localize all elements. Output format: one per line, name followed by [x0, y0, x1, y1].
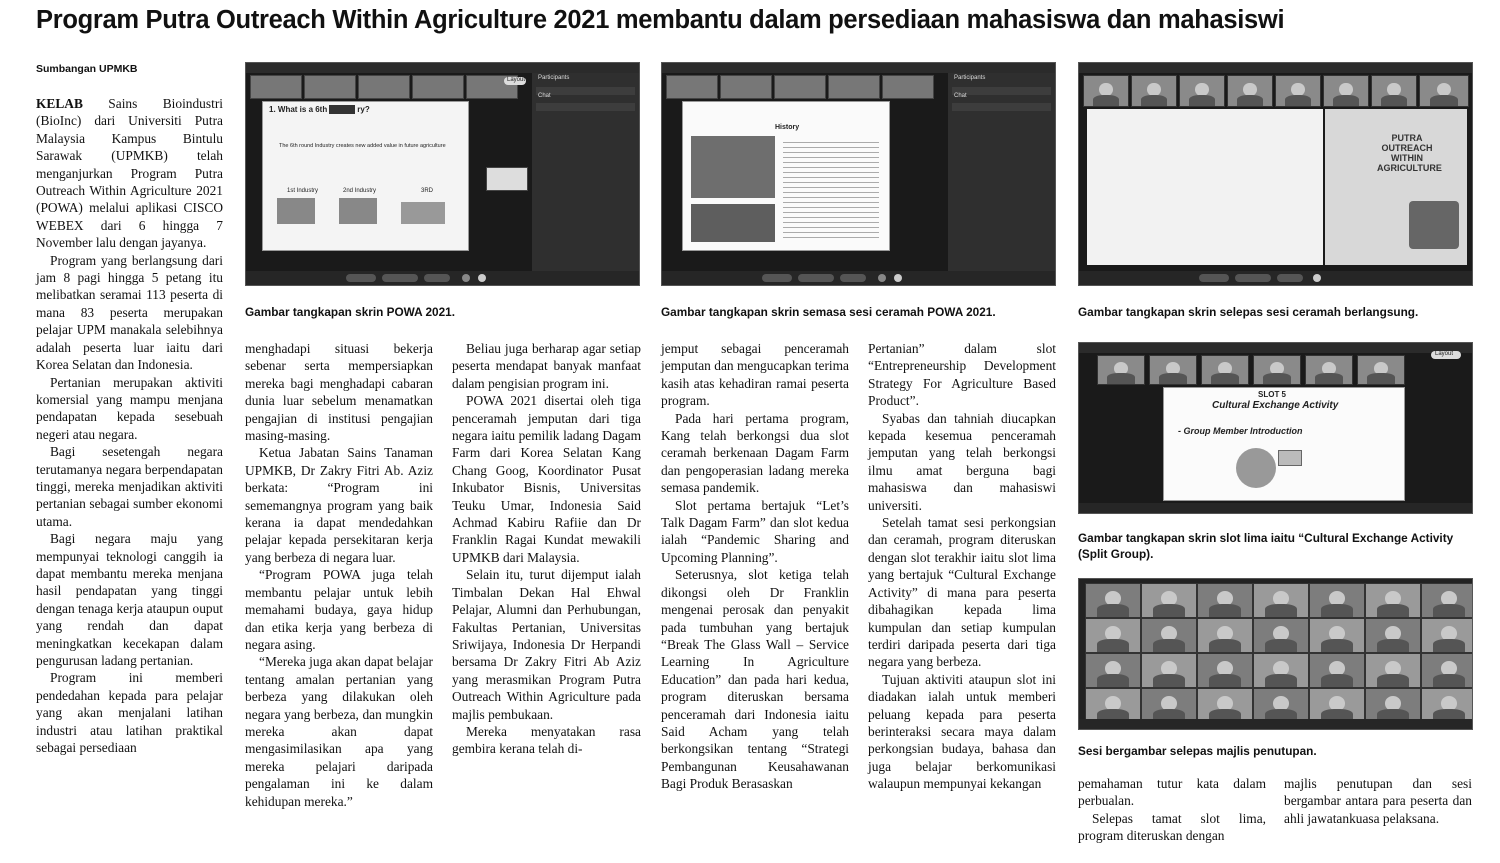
- window-titlebar: [662, 63, 1055, 73]
- speaker-video: [1409, 201, 1459, 249]
- screenshot-cultural-exchange: [1078, 342, 1473, 514]
- paragraph: Mereka menyatakan rasa gembira kerana telah di-: [452, 723, 641, 757]
- participants-header[interactable]: Participants: [954, 75, 986, 81]
- paragraph: Bagi negara maju yang mempunyai teknologi canggih ia dapat membantu mereka menjana hasil pendapatan yang tinggi dengan tenaga kerja ataupun ouput yang rendah dan dapat meningkatkan kecekapan dalam pengurusan ladang pertanian.: [36, 531, 223, 668]
- video-tile: [1421, 583, 1473, 618]
- video-tile: [1253, 583, 1309, 618]
- slot-label: SLOT 5: [1258, 390, 1287, 399]
- video-tile: [1085, 653, 1141, 688]
- article-column-2: [245, 340, 433, 810]
- video-thumbnail: [666, 75, 718, 99]
- paragraph: Program ini memberi pendedahan kepada para pelajar yang akan menjalani latihan industri atau latihan praktikal sebagai persediaan: [36, 670, 223, 756]
- slide-photo: [339, 198, 377, 224]
- paragraph: majlis penutupan dan sesi bergambar antara para peserta dan ahli jawatankuasa pelaksana.: [1284, 776, 1472, 826]
- video-thumbnail: [774, 75, 826, 99]
- paragraph: Slot pertama bertajuk “Let’s Talk Dagam Farm” dan slot kedua ialah “Pandemic Sharing and Upcoming Planning”.: [661, 497, 849, 565]
- video-thumbnail: [882, 75, 934, 99]
- paragraph: “Program POWA juga telah membantu pelajar untuk lebih memahami budaya, gaya hidup dan etika kerja yang berbeza di negara asing.: [245, 567, 433, 652]
- slide-title: 1. What is a 6th ry?: [269, 105, 370, 114]
- video-tile: [1085, 583, 1141, 618]
- headline: Program Putra Outreach Within Agriculture 2021 membantu dalam persediaan mahasiswa dan mahasiswi: [36, 6, 1285, 34]
- slide-photo: [691, 204, 775, 242]
- video-tile: [1131, 75, 1177, 107]
- video-thumbnail: [250, 75, 302, 99]
- presentation-slide: [1163, 387, 1405, 501]
- video-tile: [1197, 583, 1253, 618]
- video-tile: [1141, 688, 1197, 723]
- chat-header[interactable]: Chat: [954, 93, 967, 99]
- video-tile: [1197, 653, 1253, 688]
- paragraph: Selepas tamat slot lima, program diteruskan dengan: [1078, 810, 1266, 844]
- video-thumbnail: [720, 75, 772, 99]
- video-tile: [1197, 618, 1253, 653]
- video-tile: [1179, 75, 1225, 107]
- paragraph: Beliau juga berharap agar setiap peserta mendapat banyak manfaat dalam pengisian program ini.: [452, 341, 641, 391]
- video-tile: [1275, 75, 1321, 107]
- slide-title: History: [775, 124, 800, 131]
- video-thumbnail: [828, 75, 880, 99]
- article-column-6: [1078, 775, 1266, 845]
- paragraph: KELAB Sains Bioindustri (BioInc) dari Universiti Putra Malaysia Kampus Bintulu Sarawak (UPMKB) telah menganjurkan Program Putra Outreach Within Agriculture 2021 (POWA) melalui aplikasi CISCO WEBEX dari 6 hingga 7 November lalu dengan jayanya.: [36, 96, 223, 251]
- paragraph: jemput sebagai penceramah jemputan dan mengucapkan terima kasih atas kehadiran ramai peserta program.: [661, 341, 849, 409]
- slide-photo: [401, 202, 445, 224]
- lead-word: KELAB: [36, 96, 83, 111]
- video-tile: [1365, 688, 1421, 723]
- window-titlebar: [1079, 63, 1472, 73]
- video-tile: [1197, 688, 1253, 723]
- slide-text-block: [783, 138, 879, 242]
- article-column-4: [661, 340, 849, 793]
- video-tile: [1253, 653, 1309, 688]
- slide-label: 1st Industry: [287, 188, 319, 194]
- paragraph: Pertanian merupakan aktiviti komersial yang mampu menjana pendapatan kepada sesebuah negeri atau negara.: [36, 374, 223, 442]
- video-tile: [1253, 355, 1301, 385]
- meeting-controls: [1079, 271, 1472, 285]
- event-poster: [1325, 109, 1467, 265]
- caption-3: Gambar tangkapan skrin selepas sesi ceramah berlangsung.: [1078, 305, 1419, 319]
- video-thumbnail: [412, 75, 464, 99]
- share-button[interactable]: [424, 274, 450, 282]
- video-tile: [1309, 653, 1365, 688]
- presentation-slide: [682, 101, 890, 251]
- video-tile: [1421, 653, 1473, 688]
- video-tile: [1201, 355, 1249, 385]
- video-tile: [1421, 618, 1473, 653]
- caption-4: Gambar tangkapan skrin slot lima iaitu “Cultural Exchange Activity (Split Group).: [1078, 531, 1454, 561]
- caption-5: Sesi bergambar selepas majlis penutupan.: [1078, 744, 1317, 758]
- right-panel: [948, 73, 1055, 271]
- meeting-controls: [1079, 719, 1472, 729]
- byline: Sumbangan UPMKB: [36, 63, 138, 75]
- paragraph: pemahaman tutur kata dalam perbualan.: [1078, 776, 1266, 809]
- layout-button[interactable]: Layout: [504, 77, 526, 85]
- video-tile: [1085, 688, 1141, 723]
- meeting-controls: [1079, 503, 1472, 513]
- paragraph: “Mereka juga akan dapat belajar tentang amalan pertanian yang berbeza yang dilakukan oleh negara yang berbeza, dan mungkin mereka akan dapat mengasimilasikan apa yang mereka pelajari daripada pengalaman ini ke dalam kehidupan mereka.”: [245, 654, 433, 809]
- paragraph: Ketua Jabatan Sains Tanaman UPMKB, Dr Zakry Fitri Ab. Aziz berkata: “Program ini sememangnya program yang baik kerana ia dapat mendedahkan pelajar kepada persekitaran kerja yang berbeza di negara luar.: [245, 445, 433, 565]
- chat-header[interactable]: Chat: [538, 93, 551, 99]
- video-tile: [1323, 75, 1369, 107]
- slide-label: 2nd Industry: [343, 188, 377, 194]
- video-tile: [1309, 618, 1365, 653]
- screen-icon: [1278, 450, 1302, 466]
- video-tile: [1141, 618, 1197, 653]
- video-tile: [1141, 583, 1197, 618]
- video-thumbnail: [358, 75, 410, 99]
- video-tile: [1371, 75, 1417, 107]
- more-button[interactable]: [878, 274, 886, 282]
- presentation-slide: [262, 101, 469, 251]
- video-tile: [1365, 583, 1421, 618]
- video-thumbnail: [304, 75, 356, 99]
- video-tile: [1419, 75, 1469, 107]
- article-column-5: [868, 340, 1056, 793]
- leave-button[interactable]: [894, 274, 902, 282]
- slide-photo: [691, 136, 775, 198]
- mute-button[interactable]: [346, 274, 376, 282]
- paragraph: Bagi sesetengah negara terutamanya negara berpendapatan tinggi, mereka menjadikan aktiviti pertanian sebagai sumber ekonomi utama.: [36, 444, 223, 529]
- video-tile: [1149, 355, 1197, 385]
- video-tile: [1365, 653, 1421, 688]
- video-tile: [1083, 75, 1129, 107]
- video-tile: [1357, 355, 1405, 385]
- video-tile: [1305, 355, 1353, 385]
- mute-button[interactable]: [1199, 274, 1229, 282]
- paragraph: menghadapi situasi bekerja sebenar serta mempersiapkan mereka bagi menghadapi cabaran dunia luar sebelum menamatkan pengajian di institusi pengajian masing-masing.: [245, 341, 433, 444]
- video-tile: [1141, 653, 1197, 688]
- video-tile: [1421, 688, 1473, 723]
- stop-video-button[interactable]: [798, 274, 834, 282]
- stop-video-button[interactable]: [1235, 274, 1271, 282]
- paragraph: Setelah tamat sesi perkongsian dan ceramah, program diteruskan dengan slot terakhir iaitu slot lima yang bertajuk “Cultural Exchange Activity” di mana para peserta dibahagikan kepada lima kumpulan dan setiap kumpulan terdiri daripada peserta dari tiga negara yang berbeza.: [868, 515, 1056, 670]
- leave-button[interactable]: [1313, 274, 1321, 282]
- poster-title: PUTRA OUTREACH WITHIN AGRICULTURE: [1377, 133, 1442, 173]
- video-tile: [1253, 688, 1309, 723]
- paragraph: Pertanian” dalam slot “Entrepreneurship Development Strategy For Agriculture Based Product”.: [868, 341, 1056, 409]
- article-column-1: [36, 95, 223, 756]
- screenshot-group-photo: [1078, 578, 1473, 730]
- shared-content-thumbnail: [486, 167, 528, 191]
- paragraph: Tujuan aktiviti ataupun slot ini diadakan ialah untuk memberi peluang kepada para peserta berinteraksi secara maya dalam perkongsian budaya, bahasa dan juga belajar berkomunikasi walaupun mempunyai kekangan: [868, 671, 1056, 792]
- video-tile: [1309, 583, 1365, 618]
- participants-header[interactable]: Participants: [538, 75, 570, 81]
- illustration: [1087, 109, 1323, 265]
- window-titlebar: [246, 63, 639, 73]
- caption-2: Gambar tangkapan skrin semasa sesi ceramah POWA 2021.: [661, 305, 996, 319]
- layout-button[interactable]: Layout: [1431, 351, 1461, 359]
- mute-button[interactable]: [762, 274, 792, 282]
- screenshot-webex-2: [661, 62, 1056, 286]
- video-tile: [1085, 618, 1141, 653]
- slide-label: 3RD: [421, 188, 434, 194]
- paragraph: Selain itu, turut dijemput ialah Timbalan Dekan Hal Ehwal Pelajar, Alumni dan Perhubungan, Fakultas Pertanian, Universitas Sriwijaya, Indonesia Dr Herpandi bersama Dr Zakry Fitri Ab Aziz yang merasmikan Program Putra Outreach Within Agriculture pada majlis pembukaan.: [452, 567, 641, 722]
- mascot-icon: [1236, 448, 1276, 488]
- video-tile: [1365, 618, 1421, 653]
- slide-title: Cultural Exchange Activity: [1212, 400, 1339, 411]
- article-column-7: [1284, 775, 1472, 827]
- slide-photo: [277, 198, 315, 224]
- share-button[interactable]: [840, 274, 866, 282]
- slide-subtitle: - Group Member Introduction: [1178, 426, 1303, 436]
- paragraph: POWA 2021 disertai oleh tiga penceramah jemputan dari tiga negara iaitu pemilik ladang Dagam Farm dari Korea Selatan Kang Chang Goog, Koordinator Pusat Inkubator Bisnis, Universitas Teuku Umar, Indonesia Said Achmad Kabiru Rafiie dan Dr Franklin Ragai Kundat mewakili UPMKB dari Malaysia.: [452, 393, 641, 565]
- paragraph: Pada hari pertama program, Kang telah berkongsi dua slot ceramah berkenaan Dagam Farm dan pengoperasian ladang mereka semasa pandemik.: [661, 410, 849, 496]
- paragraph: Syabas dan tahniah diucapkan kepada kesemua penceramah jemputan yang telah berkongsi ilmu amat berguna bagi mahasiswa dan mahasiswi universiti.: [868, 410, 1056, 513]
- share-button[interactable]: [1277, 274, 1303, 282]
- video-tile: [1309, 688, 1365, 723]
- article-column-3: [452, 340, 641, 758]
- paragraph: Program yang berlangsung dari jam 8 pagi hingga 5 petang itu melibatkan seramai 113 peserta di mana 83 peserta merupakan pelajar UPM manakala selebihnya adalah peserta luar iaitu dari Korea Selatan dan Indonesia.: [36, 252, 223, 373]
- screenshot-webex-1: [245, 62, 640, 286]
- caption-1: Gambar tangkapan skrin POWA 2021.: [245, 305, 456, 319]
- video-tile: [1097, 355, 1145, 385]
- leave-button[interactable]: [478, 274, 486, 282]
- screenshot-webex-3: [1078, 62, 1473, 286]
- video-tile: [1253, 618, 1309, 653]
- video-tile: [1227, 75, 1273, 107]
- paragraph: Seterusnya, slot ketiga telah dikongsi oleh Dr Franklin mengenai perosak dan penyakit pada tumbuhan yang bertajuk “Break The Glass Wall – Service Learning In Agriculture Education” dan pada hari kedua, program diteruskan bersama penceramah dari Indonesia iaitu Said Acham yang telah berkongsikan tentang “Strategi Pembangunan Keusahawanan Bagi Produk Berasaskan: [661, 567, 849, 792]
- stop-video-button[interactable]: [382, 274, 418, 282]
- window-titlebar: [1079, 343, 1472, 353]
- slide-text: The 6th round Industry creates new added value in future agriculture: [279, 143, 446, 149]
- right-panel: [532, 73, 639, 271]
- more-button[interactable]: [462, 274, 470, 282]
